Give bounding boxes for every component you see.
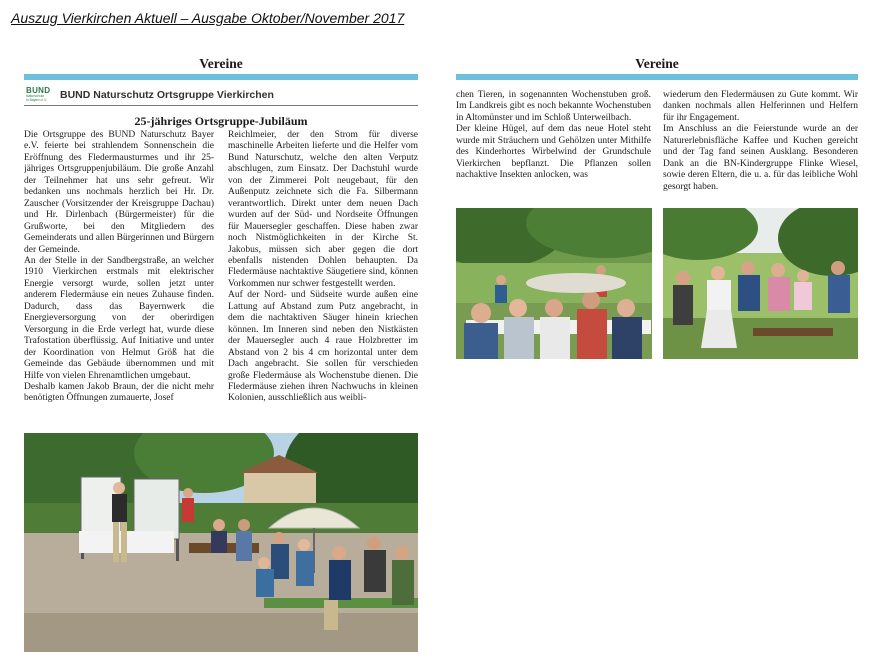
bund-logo: [26, 86, 56, 104]
paragraph: Deshalb kamen Jakob Braun, der die nicht mehr benötigten Öffnungen zumauerte, Josef: [24, 381, 214, 404]
document-header: Auszug Vierkirchen Aktuell – Ausgabe Oktober/November 2017: [11, 10, 405, 26]
paragraph: Auf der Nord- und Südseite wurde außen eine Lattung auf Abstand zum Putz angebracht, in dem die nachtaktiven Säuger hinein kriechen können. Im Inneren sind neben den Nistkästen der Mauersegler auch 4 raue Holzbretter im Abstand von 2 bis 4 cm horizontal unter dem Dach angebracht. Sie sollen für verschieden große Fledermäuse als Wochenstube dienen. Die Fledermäuse ziehen ihren Nachwuchs in kleinen Kolonien, ausschließlich aus weibli-: [228, 290, 418, 404]
article-column-2: [228, 130, 418, 431]
org-name: BUND Naturschutz Ortsgruppe Vierkirchen: [60, 89, 274, 101]
paragraph: Im Anschluss an die Feierstunde wurde an der Naturerlebnisfläche Kaffee und Kuchen gereicht und der Tag fand seinen Ausklang. Besonderen Dank an die BN-Kindergruppe Flinke Wiesel, sowie deren Eltern, die u. a. für das leibliche Wohl gesorgt haben.: [663, 124, 858, 192]
event-photo-group: [663, 208, 858, 359]
bund-logo-subtext: Naturschutz in Bayern e.V.: [26, 94, 47, 102]
section-title-left: Vereine: [199, 56, 243, 71]
paragraph: chen Tieren, in sogenannten Wochenstuben groß. Im Landkreis gibt es noch bekannte Wochenstuben in Altomünster und im Schloß Unterweilbach.: [456, 90, 651, 123]
paragraph: An der Stelle in der Sandbergstraße, an welcher 1910 Vierkirchen erstmals mit elektrischer Energie versorgt wurde, sollen jetzt unter anderem Fledermäuse ein neues Zuhause finden. Dadurch, dass das Bayernwerk die Energieversorgung von der oberirdigen Versorgung in die Erde verlegt hat, wurde diese Trafostation überflüssig. Auf Initiative und unter der Koordination von Helmut Größ hat die Gemeinde das Gebäude übernommen und mit Hilfe von vielen Ehrenamtlichen umgebaut.: [24, 255, 214, 381]
paragraph: Die Ortsgruppe des BUND Naturschutz Bayer e.V. feierte bei strahlendem Sonnenschein die Eröffnung des Fledermausturmes und ihr 25-jähriges Ortsgruppenjubiläum. Die große Anzahl der Teilnehmer hat uns sehr gefreut. Wir bedanken uns nochmals herzlich bei Hr. Dr. Zauscher (Vorsitzender der Kreisgruppe Dachau) und Hr. Dirlenbach (Bürgermeister) für die Grußworte, bei den Mitgliedern des Gemeinderats und allen Bürgerinnen und Bürgern der Gemeinde.: [24, 130, 214, 255]
paragraph: Reichlmeier, der den Strom für diverse maschinelle Arbeiten lieferte und die Helfer vom Bund Naturschutz, welche den alten Verputz abschlugen, zum Einsatz. Der Dachstuhl wurde von der Zimmerei Polt neugebaut, für den Außenputz zeichnete sich die Fa. Silbermann verantwortlich. Direkt unter dem neuen Dach wurden auf der Süd- und Nordseite Öffnungen für Mauersegler geschaffen. Diese haben zwar noch Nistmöglichkeiten in der Kirche St. Jakobus, müssen sich aber gegen die dort ebenfalls nistenden Dohlen behaupten. Da Fledermäuse nachtaktive Säugetiere sind, können Vorkommen nur schwer festgestellt werden.: [228, 130, 418, 289]
event-photo-audience: [456, 208, 652, 359]
bund-logo-letters: BUND: [26, 86, 51, 95]
section-title-right: Vereine: [635, 56, 679, 71]
article-headline: 25-jähriges Ortsgruppe-Jubiläum: [134, 114, 308, 128]
section-rule-left: [24, 74, 418, 80]
event-photo-speech: [24, 433, 418, 652]
paragraph: Der kleine Hügel, auf dem das neue Hotel steht wurde mit Sträuchern und Gehölzen unter Mithilfe des Kinderhortes Wirbelwind der Grundschule Vierkirchen bepflanzt. Die Pflanzen sollen nachaktive Insekten anlocken, was: [456, 124, 651, 181]
left-page: [24, 56, 418, 652]
section-rule-right: [456, 74, 858, 80]
org-header: [24, 86, 418, 106]
article-column-1: [24, 130, 214, 431]
paragraph: wiederum den Fledermäusen zu Gute kommt. Wir danken nochmals allen Helferinnen und Helfern für ihr Engagement.: [663, 90, 858, 123]
right-page: [456, 56, 858, 366]
